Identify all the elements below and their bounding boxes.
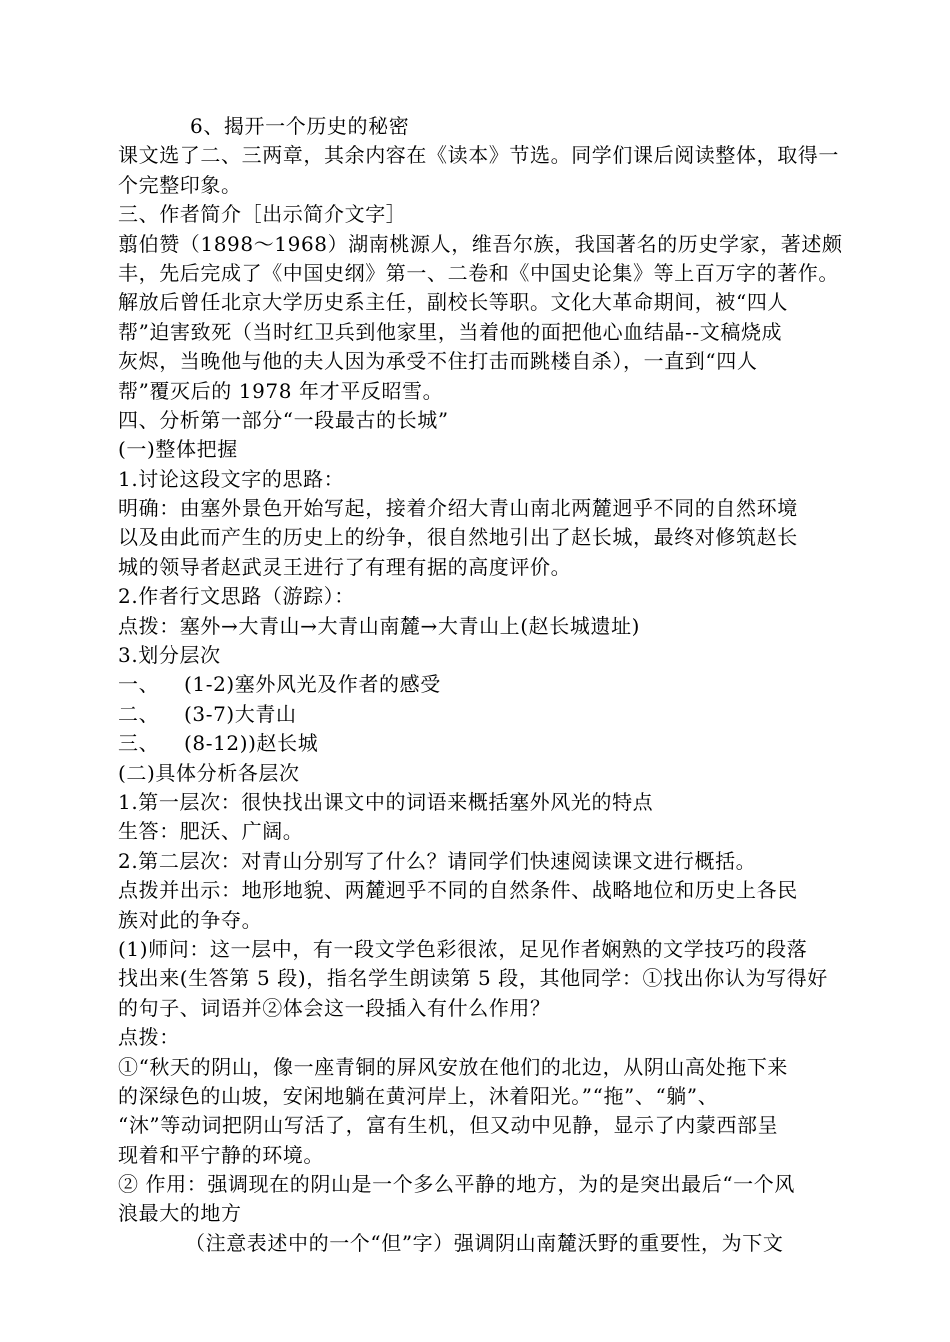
section-heading: 四、分析第一部分“一段最古的长城” xyxy=(118,407,449,432)
paragraph-line: 找出来(生答第 5 段)，指名学生朗读第 5 段，其他同学：①找出你认为写得好 xyxy=(118,966,828,991)
layer-text: (1-2)塞外风光及作者的感受 xyxy=(184,672,441,697)
paragraph-line: 帮”覆灭后的 1978 年才平反昭雪。 xyxy=(118,378,444,403)
subsection-heading: (一)整体把握 xyxy=(118,437,238,462)
paragraph-line: 1.讨论这段文字的思路： xyxy=(118,466,345,491)
layer-number: 三、 xyxy=(118,731,160,756)
paragraph-line: ①“秋天的阴山，像一座青铜的屏风安放在他们的北边，从阴山高处拖下来 xyxy=(118,1054,789,1079)
paragraph-line: 点拨：塞外→大青山→大青山南麓→大青山上(赵长城遗址) xyxy=(118,613,641,638)
paragraph-line: 1.第一层次：很快找出课文中的词语来概括塞外风光的特点 xyxy=(118,789,654,814)
paragraph-line: (1)师问：这一层中，有一段文学色彩很浓，足见作者娴熟的文学技巧的段落 xyxy=(118,936,808,961)
section-heading: 6、揭开一个历史的秘密 xyxy=(190,114,410,138)
layer-text: (3-7)大青山 xyxy=(184,701,297,726)
paragraph-line: 以及由此而产生的历史上的纷争，很自然地引出了赵长城，最终对修筑赵长 xyxy=(118,525,798,550)
paragraph-line: 解放后曾任北京大学历史系主任，副校长等职。文化大革命期间，被“四人 xyxy=(118,290,789,315)
paragraph-line: 浪最大的地方 xyxy=(118,1201,242,1226)
paragraph-line: （注意表述中的一个“但”字）强调阴山南麓沃野的重要性，为下文 xyxy=(185,1230,784,1255)
paragraph-line: 2.作者行文思路（游踪）： xyxy=(118,584,355,609)
paragraph-line: 课文选了二、三两章，其余内容在《读本》节选。同学们课后阅读整体，取得一 xyxy=(118,143,839,168)
subsection-heading: (二)具体分析各层次 xyxy=(118,760,300,785)
paragraph-line: 现着和平宁静的环境。 xyxy=(118,1142,324,1167)
layer-number: 一、 xyxy=(118,672,160,697)
paragraph-line: 翦伯赞（1898～1968）湖南桃源人，维吾尔族，我国著名的历史学家，著述颇 xyxy=(118,231,843,256)
paragraph-line: 族对此的争夺。 xyxy=(118,907,263,932)
layer-text: (8-12))赵长城 xyxy=(184,731,319,756)
layer-number: 二、 xyxy=(118,701,160,726)
paragraph-line: 点拨： xyxy=(118,1025,180,1050)
section-heading: 三、作者简介［出示简介文字］ xyxy=(118,202,407,227)
paragraph-line: 2.第二层次：对青山分别写了什么？请同学们快速阅读课文进行概括。 xyxy=(118,848,757,873)
paragraph-line: 丰，先后完成了《中国史纲》第一、二卷和《中国史论集》等上百万字的著作。 xyxy=(118,260,839,285)
paragraph-line: “沐”等动词把阴山写活了，富有生机，但又动中见静，显示了内蒙西部呈 xyxy=(118,1113,779,1138)
paragraph-line: 点拨并出示：地形地貌、两麓迥乎不同的自然条件、战略地位和历史上各民 xyxy=(118,878,798,903)
paragraph-line: 城的领导者赵武灵王进行了有理有据的高度评价。 xyxy=(118,554,572,579)
paragraph-line: 个完整印象。 xyxy=(118,172,242,197)
document-body xyxy=(118,112,843,1258)
paragraph-line: 明确：由塞外景色开始写起，接着介绍大青山南北两麓迥乎不同的自然环境 xyxy=(118,496,798,521)
paragraph-line: 的句子、词语并②体会这一段插入有什么作用？ xyxy=(118,995,551,1020)
layer-item xyxy=(118,700,838,729)
paragraph-line: 帮”迫害致死（当时红卫兵到他家里，当着他的面把他心血结晶--文稿烧成 xyxy=(118,319,783,344)
layer-item xyxy=(118,670,838,699)
paragraph-line: ② 作用：强调现在的阴山是一个多么平静的地方，为的是突出最后“一个风 xyxy=(118,1172,795,1197)
paragraph-line: 灰烬，当晚他与他的夫人因为承受不住打击而跳楼自杀），一直到“四人 xyxy=(118,349,758,374)
paragraph-line: 3.划分层次 xyxy=(118,643,221,668)
layer-item xyxy=(118,729,838,758)
paragraph-line: 生答：肥沃、广阔。 xyxy=(118,819,304,844)
paragraph-line: 的深绿色的山坡，安闲地躺在黄河岸上，沐着阳光。”“拖”、“躺”、 xyxy=(118,1083,719,1108)
